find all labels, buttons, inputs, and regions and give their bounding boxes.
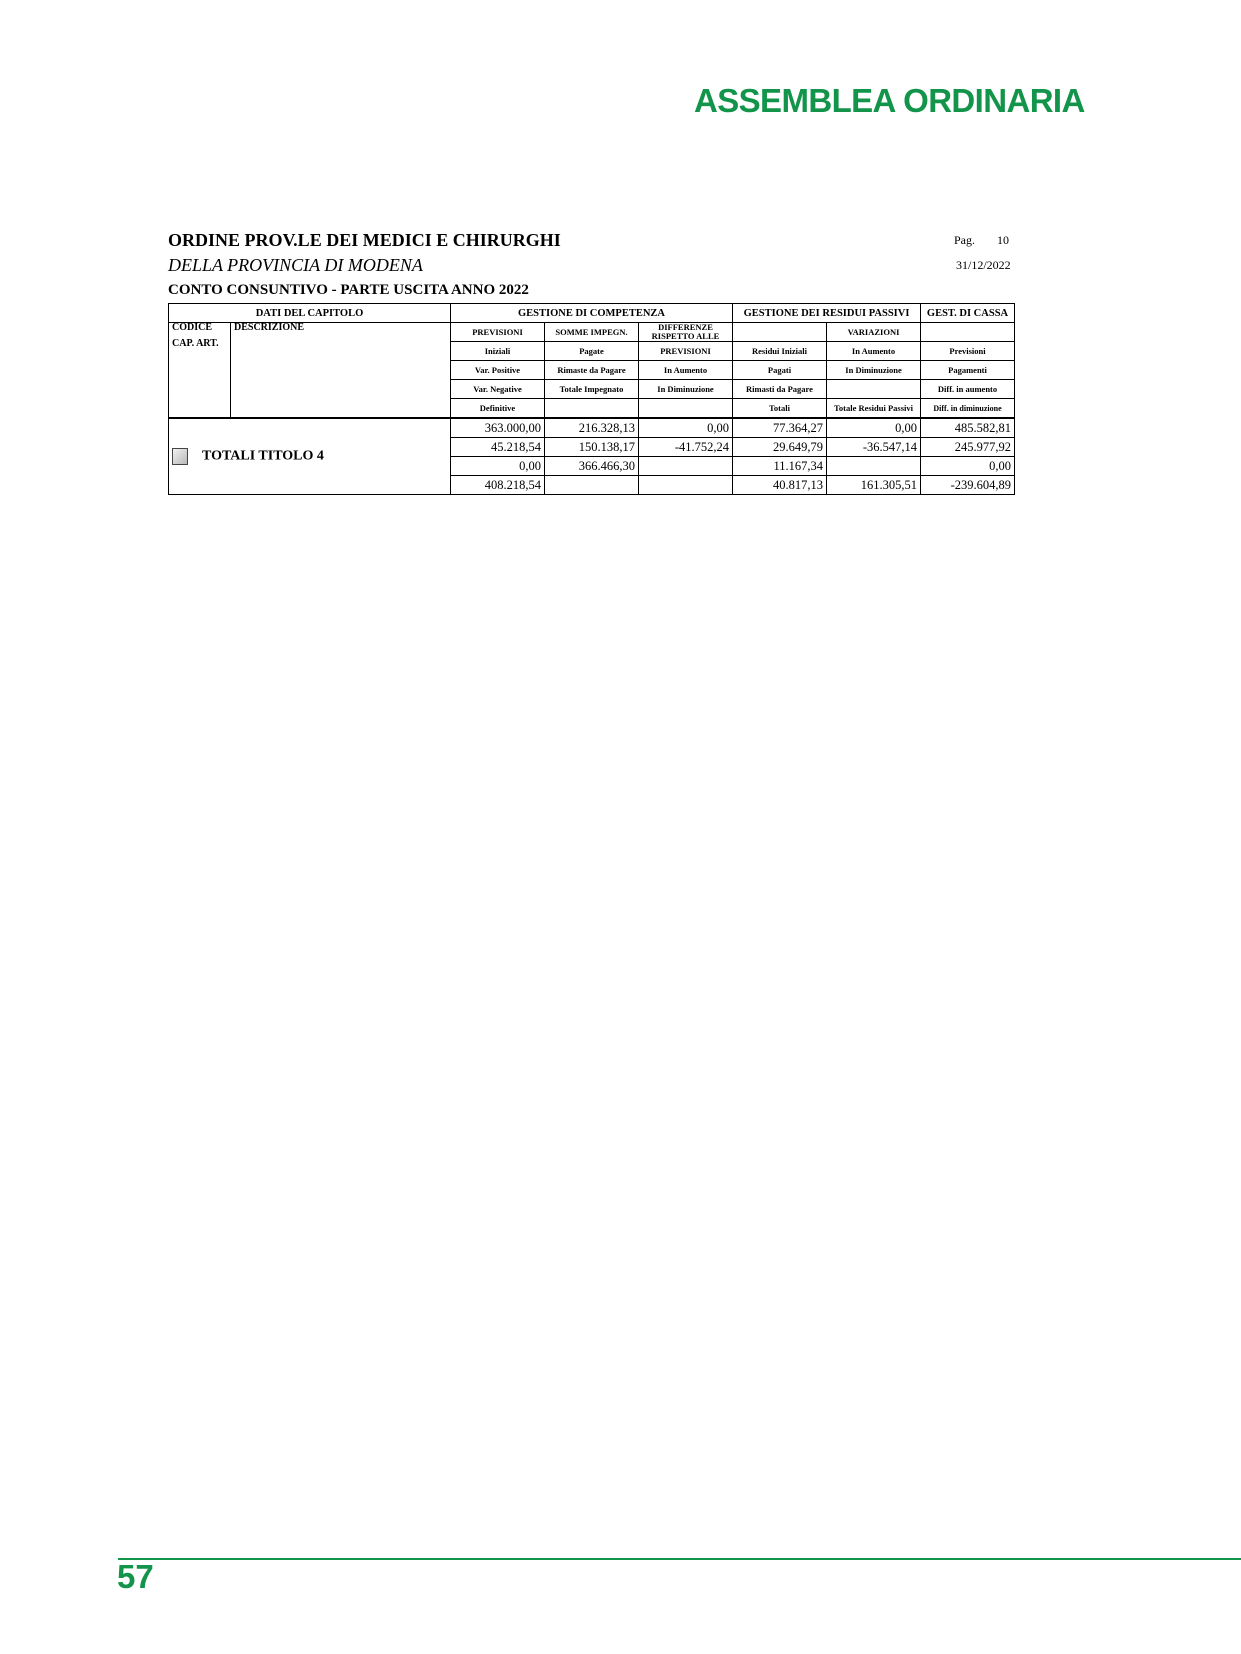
value-cell: 216.328,13: [545, 418, 639, 438]
capart-label: CAP. ART.: [172, 338, 219, 349]
subheader-cell: Var. Positive: [451, 361, 545, 380]
footer-divider: [118, 1558, 1241, 1560]
subheader-cell: SOMME IMPEGN.: [545, 323, 639, 342]
value-cell: 150.138,17: [545, 438, 639, 457]
subheader-cell: In Diminuzione: [827, 361, 921, 380]
subheader-cell: In Aumento: [639, 361, 733, 380]
total-label: TOTALI TITOLO 4: [202, 448, 324, 464]
value-cell: [639, 476, 733, 495]
subheader-cell: DIFFERENZE RISPETTO ALLE: [639, 323, 733, 342]
value-cell: 0,00: [639, 418, 733, 438]
group-cassa: GEST. DI CASSA: [921, 304, 1015, 323]
codice-cell: [169, 323, 231, 419]
subheader-cell: Totale Residui Passivi: [827, 399, 921, 419]
organization-province: DELLA PROVINCIA DI MODENA: [168, 255, 423, 275]
subheader-cell: Diff. in diminuzione: [921, 399, 1015, 419]
subheader-cell: Residui Iniziali: [733, 342, 827, 361]
budget-table: [168, 303, 1015, 495]
checkbox-icon[interactable]: [172, 448, 188, 465]
subheader-cell: In Aumento: [827, 342, 921, 361]
subheader-cell: PREVISIONI: [639, 342, 733, 361]
report-date: 31/12/2022: [956, 258, 1011, 272]
subheader-cell: Pagate: [545, 342, 639, 361]
subheader-cell: Pagamenti: [921, 361, 1015, 380]
subheader-cell: [639, 399, 733, 419]
value-cell: -239.604,89: [921, 476, 1015, 495]
value-cell: 245.977,92: [921, 438, 1015, 457]
page-count: 10: [997, 233, 1009, 247]
value-cell: 366.466,30: [545, 457, 639, 476]
subheader-cell: Previsioni: [921, 342, 1015, 361]
value-cell: 485.582,81: [921, 418, 1015, 438]
table-row: [169, 418, 1015, 438]
value-cell: 11.167,34: [733, 457, 827, 476]
subheader-cell: Rimaste da Pagare: [545, 361, 639, 380]
value-cell: 29.649,79: [733, 438, 827, 457]
codice-label: CODICE: [172, 322, 213, 333]
value-cell: 363.000,00: [451, 418, 545, 438]
value-cell: 0,00: [451, 457, 545, 476]
subheader-cell: Var. Negative: [451, 380, 545, 399]
group-competenza: GESTIONE DI COMPETENZA: [451, 304, 733, 323]
value-cell: 45.218,54: [451, 438, 545, 457]
group-dati: DATI DEL CAPITOLO: [169, 304, 451, 323]
value-cell: [639, 457, 733, 476]
value-cell: 161.305,51: [827, 476, 921, 495]
value-cell: 0,00: [921, 457, 1015, 476]
value-cell: 408.218,54: [451, 476, 545, 495]
subheader-cell: [921, 323, 1015, 342]
subheader-cell: Totale Impegnato: [545, 380, 639, 399]
value-cell: [827, 457, 921, 476]
section-title: ASSEMBLEA ORDINARIA: [694, 82, 1085, 119]
subheader-cell: [545, 399, 639, 419]
value-cell: [545, 476, 639, 495]
value-cell: -41.752,24: [639, 438, 733, 457]
subheader-cell: Pagati: [733, 361, 827, 380]
subheader-cell: In Diminuzione: [639, 380, 733, 399]
subheader-cell: [827, 380, 921, 399]
subheader-cell: [733, 323, 827, 342]
subheader-cell: Iniziali: [451, 342, 545, 361]
page-label: Pag.: [954, 233, 975, 247]
page-indicator: [954, 233, 1009, 248]
organization-name: ORDINE PROV.LE DEI MEDICI E CHIRURGHI: [168, 230, 561, 250]
page-number: 57: [117, 1558, 154, 1595]
subheader-cell: VARIAZIONI: [827, 323, 921, 342]
subheader-cell: Diff. in aumento: [921, 380, 1015, 399]
value-cell: 0,00: [827, 418, 921, 438]
subheader-cell: Totali: [733, 399, 827, 419]
total-label-cell: [169, 418, 451, 495]
report-title: CONTO CONSUNTIVO - PARTE USCITA ANNO 2022: [168, 282, 529, 298]
value-cell: 40.817,13: [733, 476, 827, 495]
subheader-cell: Rimasti da Pagare: [733, 380, 827, 399]
value-cell: -36.547,14: [827, 438, 921, 457]
subheader-cell: Definitive: [451, 399, 545, 419]
group-header-row: [169, 304, 1015, 323]
subheader-cell: PREVISIONI: [451, 323, 545, 342]
subheader-row: [169, 323, 1015, 342]
descrizione-label: DESCRIZIONE: [231, 323, 451, 419]
group-residui: GESTIONE DEI RESIDUI PASSIVI: [733, 304, 921, 323]
value-cell: 77.364,27: [733, 418, 827, 438]
